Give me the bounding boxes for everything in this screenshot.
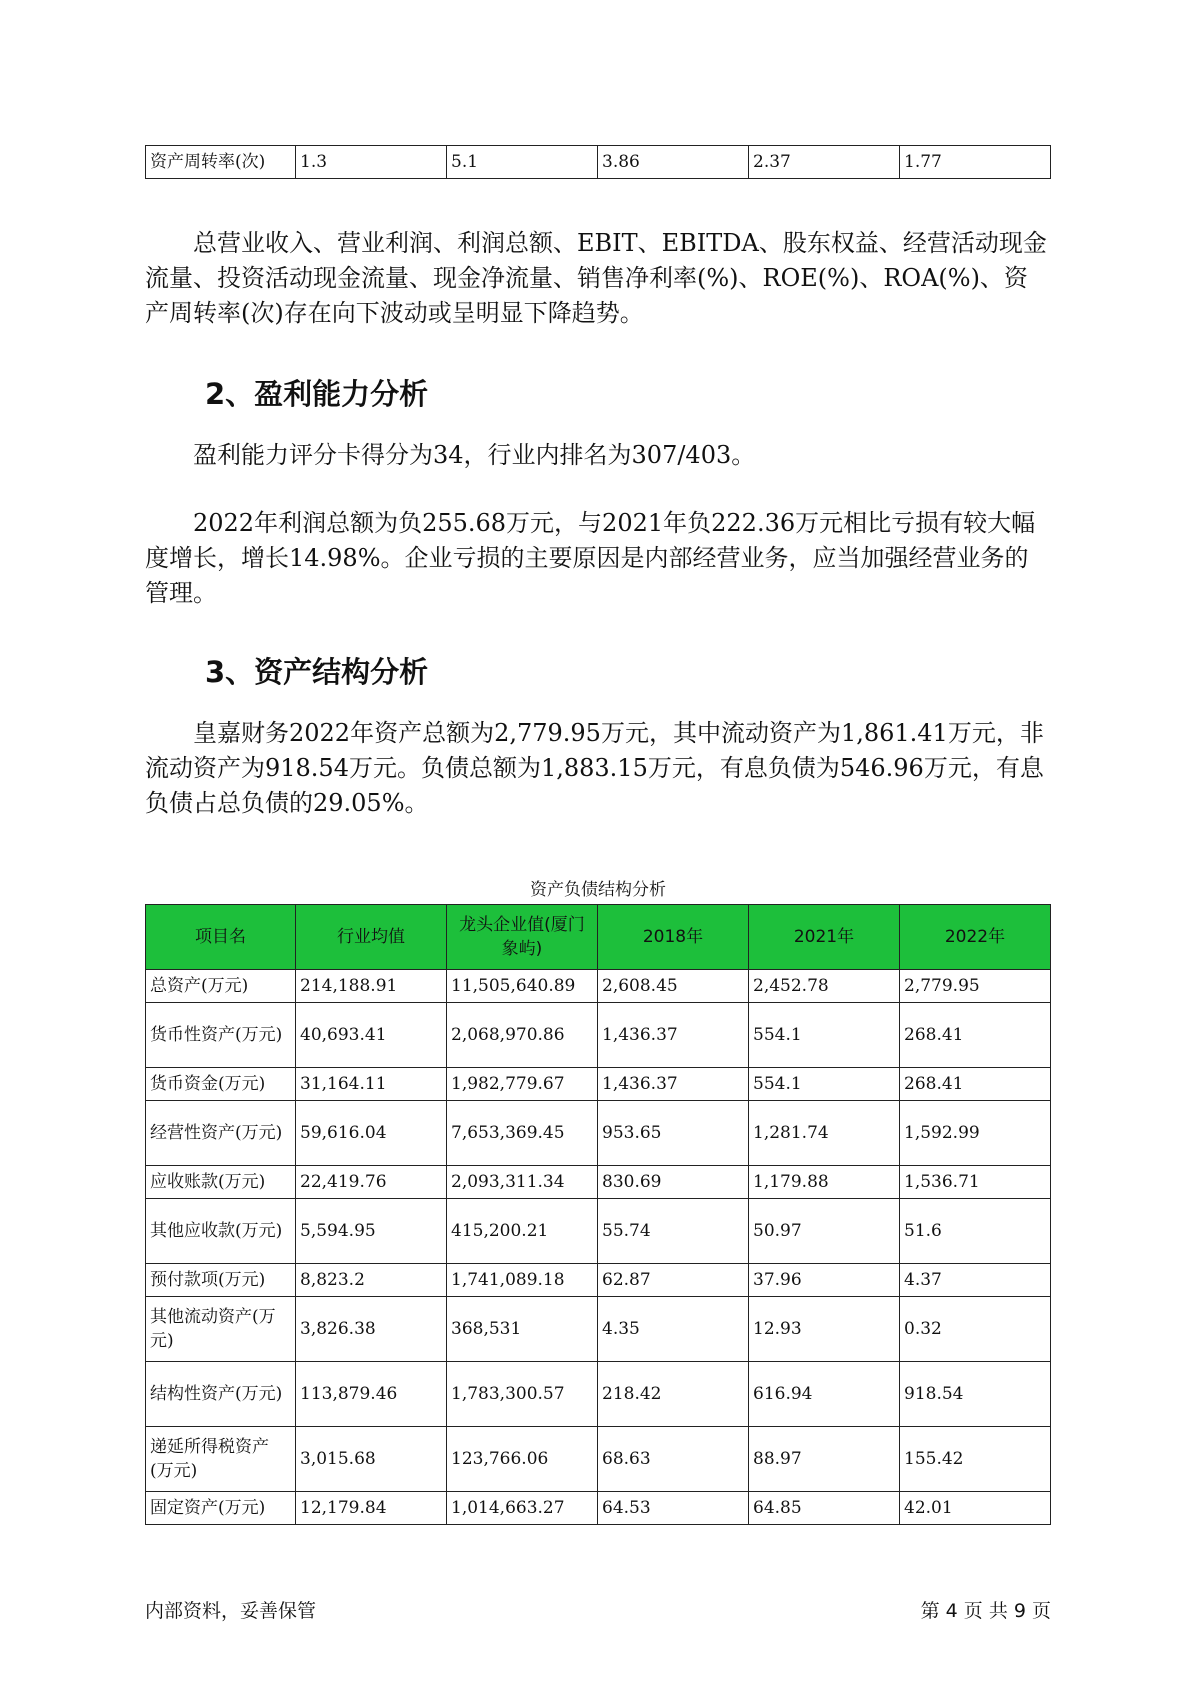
table-cell: 1,741,089.18 [447,1264,598,1297]
table-cell: 4.37 [900,1264,1051,1297]
table-cell: 155.42 [900,1427,1051,1492]
table-cell: 214,188.91 [296,970,447,1003]
table-cell: 368,531 [447,1297,598,1362]
table-cell: 11,505,640.89 [447,970,598,1003]
table-cell: 88.97 [749,1427,900,1492]
row-label: 货币资金(万元) [146,1068,296,1101]
column-header: 2018年 [598,905,749,970]
table-cell: 2,608.45 [598,970,749,1003]
table-cell: 268.41 [900,1003,1051,1068]
table-cell: 5,594.95 [296,1199,447,1264]
table-cell: 918.54 [900,1362,1051,1427]
table-cell: 554.1 [749,1068,900,1101]
table-row [146,970,1051,1003]
table-cell: 1.3 [296,146,447,179]
table-cell: 830.69 [598,1166,749,1199]
table-cell: 218.42 [598,1362,749,1427]
table-cell: 62.87 [598,1264,749,1297]
table-cell: 22,419.76 [296,1166,447,1199]
row-label: 递延所得税资产(万元) [146,1427,296,1492]
table-row [146,1101,1051,1166]
table-cell: 7,653,369.45 [447,1101,598,1166]
table-cell: 268.41 [900,1068,1051,1101]
row-label: 结构性资产(万元) [146,1362,296,1427]
table-cell: 953.65 [598,1101,749,1166]
table-cell: 40,693.41 [296,1003,447,1068]
footer-confidential: 内部资料，妥善保管 [145,1600,317,1622]
column-header: 行业均值 [296,905,447,970]
table-cell: 3,015.68 [296,1427,447,1492]
table-cell: 554.1 [749,1003,900,1068]
table-row [146,1427,1051,1492]
table-cell: 55.74 [598,1199,749,1264]
row-label: 其他流动资产(万元) [146,1297,296,1362]
table-row [146,1003,1051,1068]
table-cell: 5.1 [447,146,598,179]
table-cell: 1,982,779.67 [447,1068,598,1101]
table-cell: 42.01 [900,1492,1051,1525]
table-cell: 2,779.95 [900,970,1051,1003]
table-cell: 0.32 [900,1297,1051,1362]
table-cell: 2,452.78 [749,970,900,1003]
table-cell: 51.6 [900,1199,1051,1264]
table-body [146,970,1051,1525]
row-label: 其他应收款(万元) [146,1199,296,1264]
page-number: 第 4 页 共 9 页 [920,1600,1051,1622]
table-cell: 2,068,970.86 [447,1003,598,1068]
row-label: 资产周转率(次) [146,146,296,179]
table-row [146,1166,1051,1199]
asset-liability-table [145,904,1051,1525]
table-cell: 113,879.46 [296,1362,447,1427]
section-heading-profit: 2、盈利能力分析 [205,377,429,411]
column-header: 2022年 [900,905,1051,970]
table-cell: 2,093,311.34 [447,1166,598,1199]
table-cell: 8,823.2 [296,1264,447,1297]
table-cell: 1,179.88 [749,1166,900,1199]
table-row [146,1068,1051,1101]
column-header: 2021年 [749,905,900,970]
table-cell: 37.96 [749,1264,900,1297]
table-cell: 1,014,663.27 [447,1492,598,1525]
table-cell: 1,436.37 [598,1003,749,1068]
table-cell: 4.35 [598,1297,749,1362]
table-cell: 1,436.37 [598,1068,749,1101]
row-label: 货币性资产(万元) [146,1003,296,1068]
table-row [146,1264,1051,1297]
section-heading-asset: 3、资产结构分析 [205,655,429,689]
table-cell: 64.85 [749,1492,900,1525]
turnover-table [145,145,1051,179]
column-header: 龙头企业值(厦门象屿) [447,905,598,970]
table-row [146,1492,1051,1525]
table-cell: 1.77 [900,146,1051,179]
table-header-row [146,905,1051,970]
row-label: 固定资产(万元) [146,1492,296,1525]
table-caption: 资产负债结构分析 [530,880,666,900]
table-row [146,146,1051,179]
profit-detail-paragraph: 2022年利润总额为负255.68万元，与2021年负222.36万元相比亏损有较大幅度增长，增长14.98%。企业亏损的主要原因是内部经营业务，应当加强经营业务的管理。 [145,509,1036,607]
table-cell: 12.93 [749,1297,900,1362]
table-row [146,1362,1051,1427]
table-cell: 415,200.21 [447,1199,598,1264]
table-cell: 64.53 [598,1492,749,1525]
table-cell: 1,536.71 [900,1166,1051,1199]
asset-paragraph: 皇嘉财务2022年资产总额为2,779.95万元，其中流动资产为1,861.41万元，非流动资产为918.54万元。负债总额为1,883.15万元，有息负债为546.96万元，有息负债占总负债的29.05%。 [145,719,1044,817]
table-cell: 12,179.84 [296,1492,447,1525]
table-cell: 616.94 [749,1362,900,1427]
table-cell: 123,766.06 [447,1427,598,1492]
table-cell: 31,164.11 [296,1068,447,1101]
table-cell: 3,826.38 [296,1297,447,1362]
table-cell: 1,281.74 [749,1101,900,1166]
table-row [146,1199,1051,1264]
table-cell: 3.86 [598,146,749,179]
table-row [146,1297,1051,1362]
trend-paragraph: 总营业收入、营业利润、利润总额、EBIT、EBITDA、股东权益、经营活动现金流量、投资活动现金流量、现金净流量、销售净利率(%)、ROE(%)、ROA(%)、资产周转率(次)存在向下波动或呈明显下降趋势。 [145,229,1047,327]
column-header: 项目名 [146,905,296,970]
row-label: 总资产(万元) [146,970,296,1003]
row-label: 经营性资产(万元) [146,1101,296,1166]
table-cell: 2.37 [749,146,900,179]
table-cell: 1,592.99 [900,1101,1051,1166]
profit-score-paragraph: 盈利能力评分卡得分为34，行业内排名为307/403。 [193,441,756,469]
row-label: 应收账款(万元) [146,1166,296,1199]
row-label: 预付款项(万元) [146,1264,296,1297]
table-cell: 1,783,300.57 [447,1362,598,1427]
table-cell: 59,616.04 [296,1101,447,1166]
table-cell: 68.63 [598,1427,749,1492]
table-cell: 50.97 [749,1199,900,1264]
